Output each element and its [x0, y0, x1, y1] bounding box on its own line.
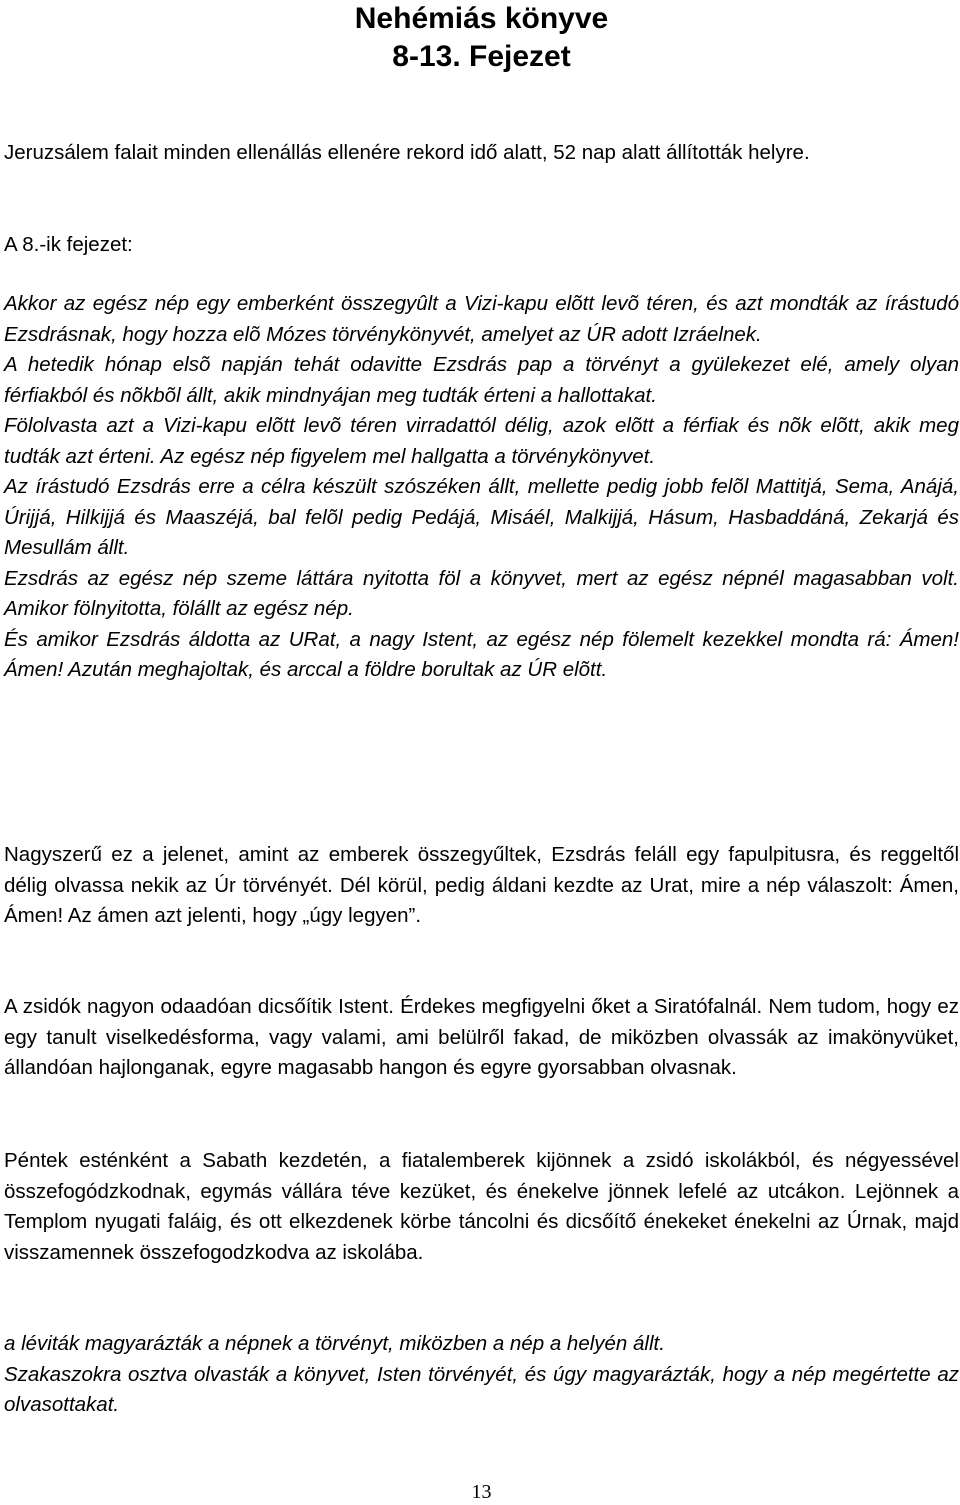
intro-paragraph: [4, 138, 959, 169]
paragraph-text: Nagyszerű ez a jelenet, amint az emberek összegyűltek, Ezsdrás feláll egy fapulpitusra, és reggeltől délig olvassa nekik az Úr törvényét. Dél körül, pedig áldani kezdte az Urat, mire a nép válaszolt: Ámen, Ámen! Az ámen azt jelenti, hogy „úgy legyen”.: [4, 843, 959, 927]
scripture-verse: És amikor Ezsdrás áldotta az URat, a nagy Istent, az egész nép fölemelt kezekkel mondta rá: Ámen! Ámen! Azután meghajoltak, és arccal a földre borultak az ÚR elõtt.: [4, 627, 959, 681]
body-paragraph: [4, 1146, 959, 1268]
body-paragraph: [4, 992, 959, 1084]
document-title: Nehémiás könyve: [354, 2, 609, 35]
scripture-verse: Akkor az egész nép egy emberként összegyûlt a Vizi-kapu elõtt levõ téren, és azt mondták az írástudó Ezsdrásnak, hogy hozza elõ Mózes törvénykönyvét, amelyet az ÚR adott Izráelnek.: [4, 292, 959, 346]
scripture-quote: [4, 289, 959, 686]
chapter-label: A 8.-ik fejezet:: [4, 233, 133, 256]
paragraph-text: A zsidók nagyon odaadóan dicsőítik Istent. Érdekes megfigyelni őket a Siratófalnál. Nem tudom, hogy ez egy tanult viselkedésforma, vagy valami, ami belülről fakad, de miközben olvassák az imakönyvüket, állandóan hajlonganak, egyre magasabb hangon és egyre gyorsabban olvasnak.: [4, 995, 959, 1079]
chapter-heading: 8-13. Fejezet: [392, 40, 571, 73]
intro-text: Jeruzsálem falait minden ellenállás ellenére rekord idő alatt, 52 nap alatt állították helyre.: [4, 141, 810, 164]
closing-quote: [4, 1329, 959, 1421]
scripture-verse: A hetedik hónap elsõ napján tehát odavitte Ezsdrás pap a törvényt a gyülekezet elé, amely olyan férfiakból és nõkbõl állt, akik mindnyájan meg tudták érteni a hallottakat.: [4, 353, 959, 407]
paragraph-text: Péntek esténként a Sabath kezdetén, a fiatalemberek kijönnek a zsidó iskolákból, és négyessével összefogódzkodnak, egymás vállára téve kezüket, és énekelve jönnek lefelé az utcákon. Lejönnek a Templom nyugati faláig, és ott elkezdenek körbe táncolni és dicsőítő énekeket énekelni az Úrnak, majd visszamennek összefogodzkodva az iskolába.: [4, 1149, 959, 1264]
scripture-verse: Az írástudó Ezsdrás erre a célra készült szószéken állt, mellette pedig jobb felõl Mattitjá, Sema, Anájá, Úrijjá, Hilkijjá és Maaszéjá, bal felõl pedig Pedájá, Misáél, Malkijjá, Hásum, Hasbaddáná, Zekarjá és Mesullám állt.: [4, 475, 959, 559]
closing-line: a léviták magyarázták a népnek a törvényt, miközben a nép a helyén állt.: [4, 1332, 665, 1355]
page-number: 13: [471, 1481, 492, 1503]
closing-line: Szakaszokra osztva olvasták a könyvet, Isten törvényét, és úgy magyarázták, hogy a nép megértette az olvasottakat.: [4, 1362, 959, 1416]
body-paragraph: [4, 840, 959, 932]
scripture-verse: Fölolvasta azt a Vizi-kapu elõtt levõ téren virradattól délig, azok elõtt a férfiak és nõk elõtt, akik meg tudták azt érteni. Az egész nép figyelem mel hallgatta a törvénykönyvet.: [4, 414, 959, 468]
chapter-label-block: [4, 230, 959, 261]
scripture-verse: Ezsdrás az egész nép szeme láttára nyitotta föl a könyvet, mert az egész népnél magasabban volt. Amikor fölnyitotta, fölállt az egész nép.: [4, 566, 959, 620]
